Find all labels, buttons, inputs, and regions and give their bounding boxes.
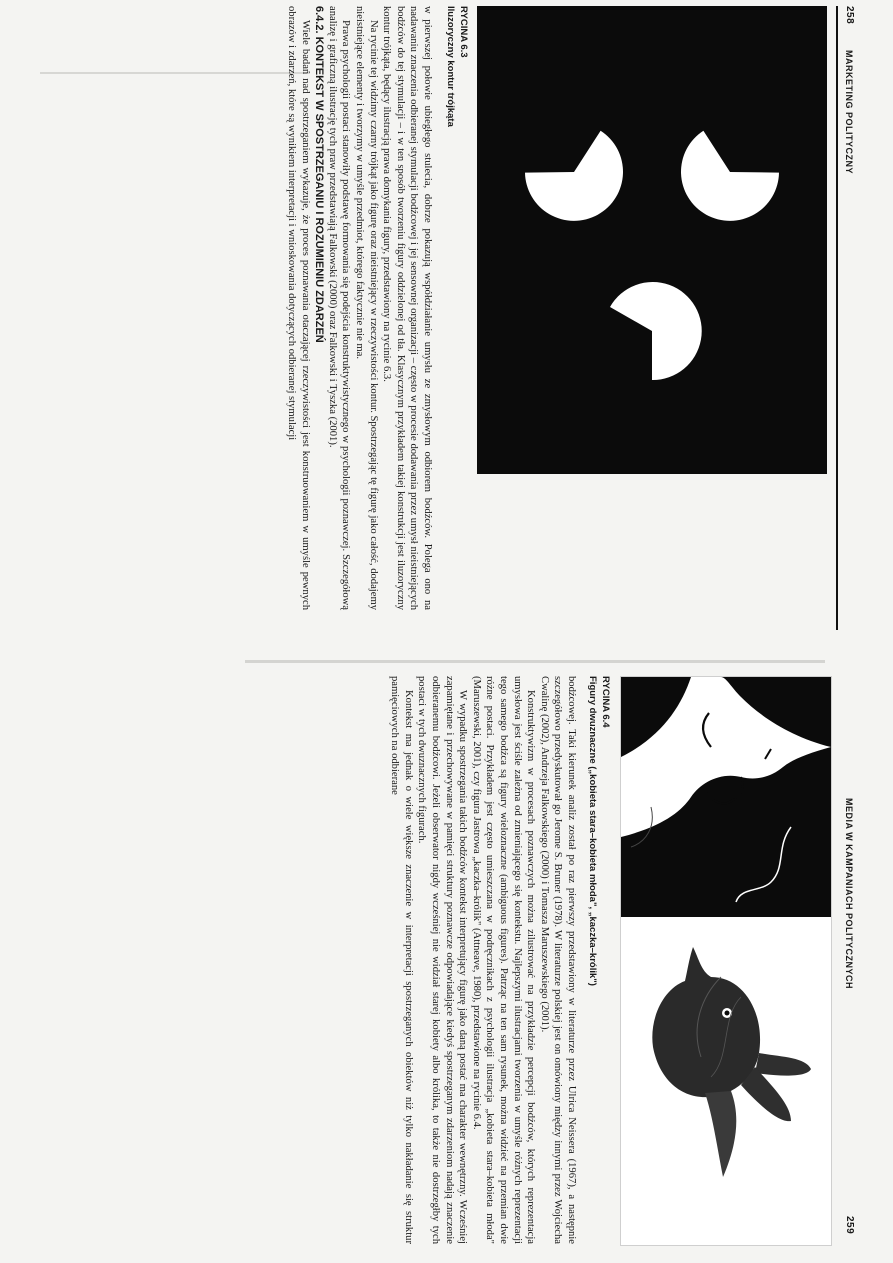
page-258 bbox=[72, 6, 862, 630]
paragraph: Kontekst ma jednak o wiele większe znaczenie w interpretacji spostrzeganych obiektów niż tylko nakładanie się struktur pamięciowych na odbierane bbox=[389, 676, 414, 1244]
section-heading: 6.4.2. KONTEKST W SPOSTRZEGANIU I ROZUMIENIU ZDARZEŃ bbox=[313, 6, 326, 343]
paragraph: Na rycinie tej widzimy czarny trójkąt jako figurę oraz nieistniejący w rzeczywistości kontur. Spostrzegając tę figurę jako całość, dodajemy nieistniejące elementy i tworzymy w umyśle przedmiot, którego faktycznie nie ma. bbox=[354, 6, 379, 610]
running-head-title: MARKETING POLITYCZNY bbox=[844, 50, 854, 174]
figure-title: Iluzoryczny kontur trójkąta bbox=[445, 6, 456, 127]
paragraph: Konstruktywizm w procesach poznawczych można zilustrować na przykładzie percepcji bodźców, których reprezentacja umysłowa jest ściśle zależna od zmieniającego się kontekstu. Najlepszymi ilustracjami tworzenia w umyśle różnych reprezentacji tego samego bodźca są figury wieloznaczne (ambiguous figures). Patrząc na ten sam rysunek, można widzieć na przemian dwie różne postaci. Przykładem jest często umieszczana w podręcznikach z psychologii ilustracja „kobieta stara–kobieta młoda" (Maruszewski, 2001), czy figura Jastrowa „kaczka–królik" (Attneave, 1980), przedstawione na rycinie 6.4. bbox=[470, 676, 537, 1244]
figure-6-4-caption bbox=[586, 676, 612, 1244]
kanizsa-triangle-illusion-icon bbox=[477, 6, 827, 474]
running-head-title: MEDIA W KAMPANIACH POLITYCZNYCH bbox=[844, 798, 854, 989]
figure-label: RYCINA 6.4 bbox=[600, 676, 611, 728]
body-text bbox=[388, 676, 578, 1244]
page-number: 259 bbox=[844, 1216, 855, 1235]
running-head bbox=[838, 676, 862, 1250]
page-number: 258 bbox=[844, 6, 855, 25]
running-head bbox=[836, 6, 862, 630]
paragraph: Wiele badań nad spostrzeganiem wykazuje, że proces poznawania otaczającej rzeczywistości jest konstruowaniem w umyśle pewnych obrazów i zdarzeń, które są wynikiem interpretacji i wnioskowania dotyczących odbieranej stymulacji bbox=[286, 6, 311, 610]
paragraph: Prawa psychologii postaci stanowiły podstawę formowania się podejścia konstruktywistycznego w psychologii poznawczej. Szczegółową analizę i graficzną ilustrację tych praw przedstawiają Falkowski (2000) oraz Falkowski i Tyszka (2001). bbox=[326, 6, 352, 610]
figure-6-3-caption bbox=[444, 6, 470, 474]
figure-6-3-kanizsa-triangle bbox=[477, 6, 827, 474]
figure-label: RYCINA 6.3 bbox=[458, 6, 469, 58]
paragraph: w pierwszej połowie ubiegłego stulecia, dobrze pokazują współdziałanie umysłu ze zmysłowym odbiorem bodźców. Polega ono na nadawaniu znaczenia odbieranej stymulacji bodźcowej i jej sensownej organizacji – często w procesie dodawania przez umysł nieistniejących bodźców do tej stymulacji – i w ten sposób tworzeniu figury oddzielonej od tła. Klasycznym przykładem takiej konstrukcji jest iluzoryczny kontur trójkąta, będący ilustracją prawa domykania figury, przedstawiony na rycinie 6.3. bbox=[381, 6, 433, 610]
paragraph: W wypadku spostrzegania takich bodźców kontekst interpretujący figurę jako daną postać ma charakter wewnętrzny. Wcześniej zapamiętane i przechowywane w pamięci struktury poznawcze odpowiadające kiedyś spostrzeganym zdarzeniom nadają znaczenie odbieranemu bodźcowi. Jeżeli obserwator nigdy wcześniej nie widział starej kobiety albo królika, to także nie dostrzegłby tych postaci w tych dwuznacznych figurach. bbox=[416, 676, 469, 1244]
figure-6-4-ambiguous-figures bbox=[620, 676, 832, 1246]
figure-title: Figury dwuznaczne („kobieta stara–kobieta młoda", „kaczka–królik") bbox=[587, 676, 598, 986]
page-259 bbox=[72, 676, 862, 1250]
old-young-woman-figure-icon bbox=[621, 677, 831, 917]
paragraph: bodźcowej. Taki kierunek analiz został po raz pierwszy przedstawiony w literaturze przez Ulrica Neissera (1967), a następnie szczegółowo przedyskutował go Jerome S. Bruner (1978). W literaturze polskiej jest on omówiony między innymi przez Wojciecha Cwalinę (2002), Andrzeja Falkowskiego (2000) i Tomasza Maruszewskiego (2001). bbox=[538, 676, 577, 1244]
scan-crease-middle bbox=[245, 660, 825, 663]
duck-rabbit-figure-icon bbox=[652, 947, 811, 1177]
body-text bbox=[284, 6, 434, 610]
